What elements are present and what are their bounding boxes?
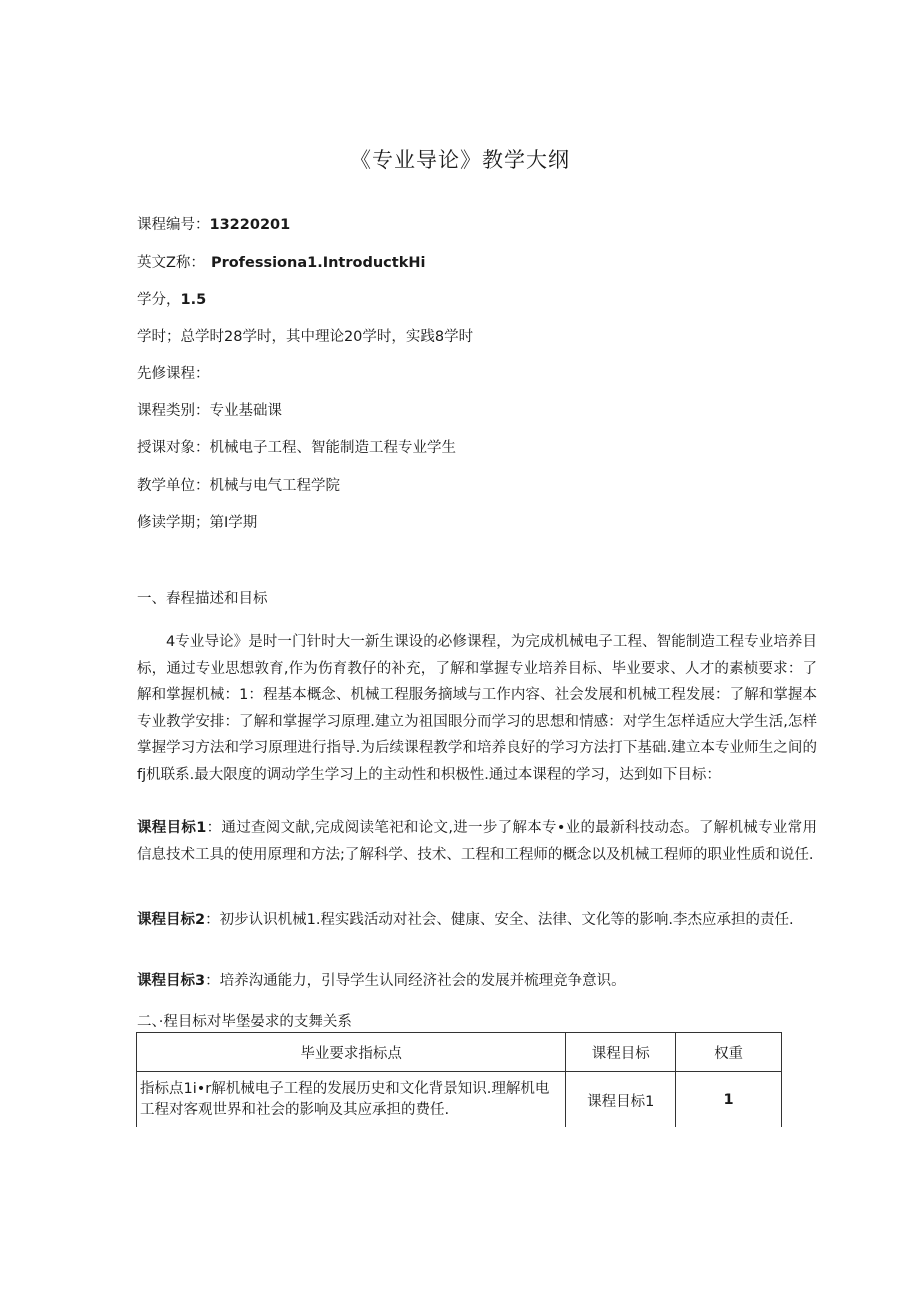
weight-cell: 1 xyxy=(676,1072,782,1129)
goal-label: 课程目标2 xyxy=(137,912,206,928)
course-goal-1 xyxy=(137,815,817,868)
goal-text: ：培养沟通能力，引导学生认同经济社会的发展并梳理竞争意识。 xyxy=(205,973,626,989)
course-description: 4专业导论》是时一门针时大一新生课设的必修课程，为完成机械电子工程、智能制造工程专业培养目标，通过专业思想敦育,作为伤育教仔的补充，了解和掌握专业培养目标、毕业要求、人才的素桢要求：了解和掌握机械：1：程基本概念、机械工程服务摘域与工作内容、社会发展和机械工程发展：了解和掌握本专业教学安排：了解和掌握学习原理.建立为祖国眼分而学习的思想和情感：对学生怎样适应大学生活,怎样掌握学习方法和学习原理进行指导.为后续课程教学和培养良好的学习方法打下基础.建立本专业师生之间的fj机联系.最大限度的调动学生学习上的主动性和枳极性.通过本课程的学习，达到如下目标： xyxy=(137,634,817,783)
meta-value: Professiona1.IntroductkHi xyxy=(210,255,426,271)
course-goal-cell: 课程目标1 xyxy=(566,1072,676,1129)
column-header: 毕业要求指标点 xyxy=(137,1033,566,1072)
meta-value: 机械与电气工程学院 xyxy=(209,478,340,494)
meta-value: 第I学期 xyxy=(209,515,258,531)
indicator-point-cell: 指标点1i•r解机械电子工程的发展历史和文化背景知识.理解机电工程对客观世界和社会的影响及其应承担的费任. xyxy=(137,1072,566,1129)
meta-english-name xyxy=(137,253,425,273)
meta-value: 专业基础课 xyxy=(209,403,282,419)
meta-label: 课程类别： xyxy=(137,403,210,419)
column-header: 权重 xyxy=(676,1033,782,1072)
goal-mapping-table xyxy=(136,1032,782,1129)
meta-label: 英文Z称： xyxy=(137,255,205,271)
meta-prerequisite xyxy=(137,364,210,384)
meta-category xyxy=(137,401,282,421)
meta-audience xyxy=(137,438,456,458)
course-goal-3 xyxy=(137,968,817,995)
meta-label: 修读学期； xyxy=(137,515,210,531)
meta-semester xyxy=(137,513,257,533)
meta-label: 课程编号： xyxy=(137,217,210,233)
goal-label: 课程目标3 xyxy=(137,973,206,989)
goal-text: ：通过查阅文献,完成阅读笔祀和论文,进一步了解本专•业的最新科技动态。了解机械专业常用信息技术工具的使用原理和方法;了解科学、技术、工程和工程师的概念以及机械工程师的职业性质和说任. xyxy=(137,820,817,863)
meta-label: 学时；总学时 xyxy=(137,329,224,345)
meta-label: 先修课程： xyxy=(137,366,210,382)
meta-credits xyxy=(137,290,206,310)
meta-label: 学分， xyxy=(137,292,181,308)
section-1-heading: 一、舂程描述和目标 xyxy=(137,591,268,607)
meta-value: 28学时，其中理论20学时，实践8学时 xyxy=(224,329,474,345)
table-row xyxy=(137,1072,782,1129)
meta-course-code xyxy=(137,215,290,235)
column-header: 课程目标 xyxy=(566,1033,676,1072)
page-title: 《专业导论》教学大纲 xyxy=(350,148,570,172)
table-header-row xyxy=(137,1033,782,1072)
meta-unit xyxy=(137,476,340,496)
goal-label: 课程目标1 xyxy=(137,820,207,836)
course-goal-2 xyxy=(137,907,817,934)
meta-value: 13220201 xyxy=(209,217,291,233)
meta-label: 教学单位： xyxy=(137,478,210,494)
meta-value: 机械电子工程、智能制造工程专业学生 xyxy=(209,440,456,456)
meta-value: 1.5 xyxy=(180,292,207,308)
page-cutoff xyxy=(130,1127,790,1139)
section-2-heading: 二、·程目标对毕堡晏求的支舞关系 xyxy=(137,1014,352,1030)
goal-text: ：初步认识机械1.程实践活动对社会、健康、安全、法律、文化等的影响.李杰应承担的责任. xyxy=(205,912,794,928)
meta-hours xyxy=(137,327,473,347)
meta-label: 授课对象： xyxy=(137,440,210,456)
